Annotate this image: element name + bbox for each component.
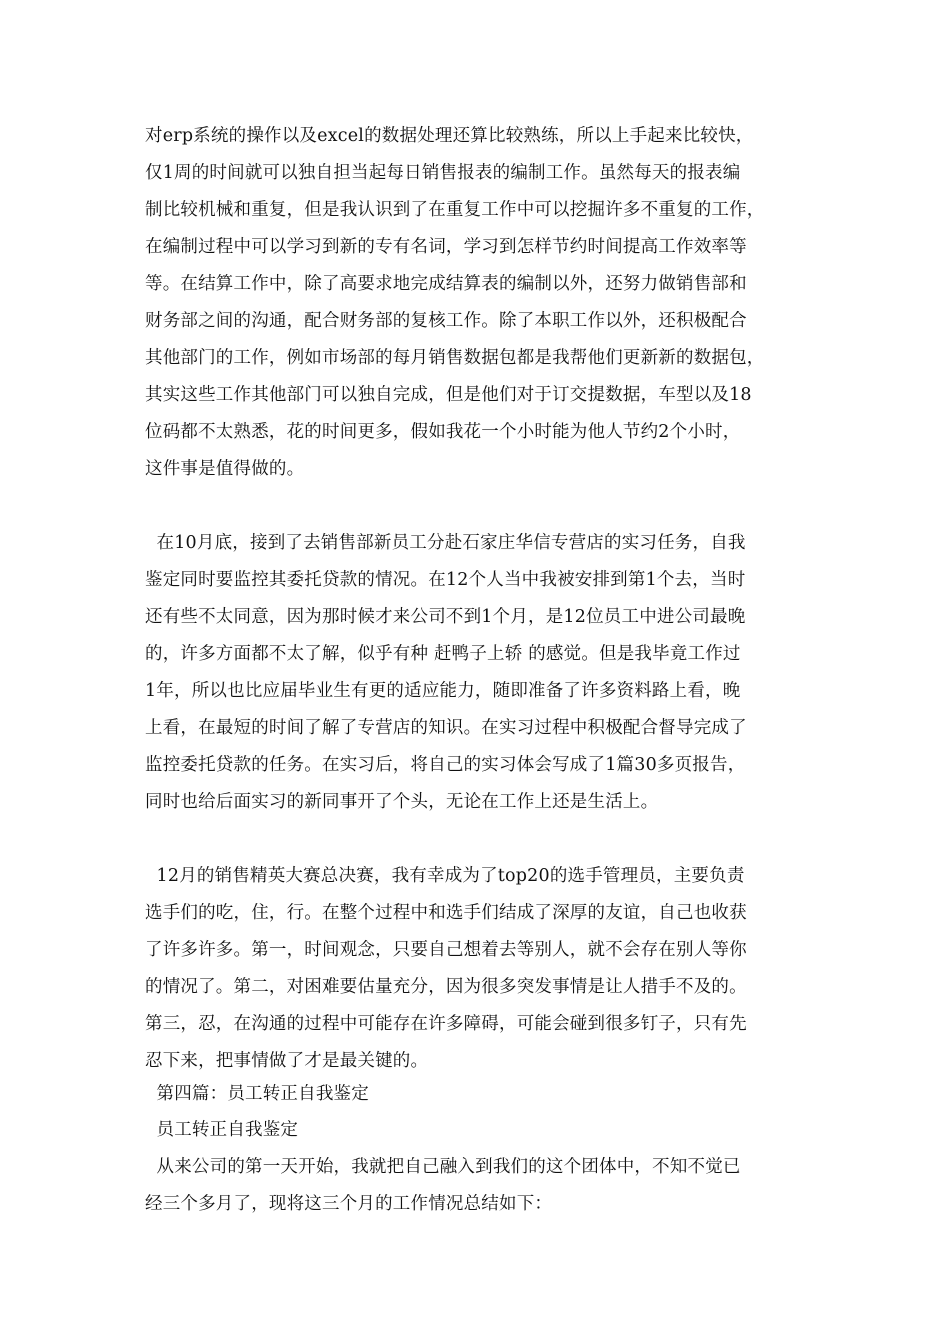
section-heading: 第四篇：员工转正自我鉴定 (145, 1084, 369, 1104)
paragraph-1-line-7: 其他部门的工作，例如市场部的每月销售数据包都是我帮他们更新新的数据包， (145, 348, 765, 368)
paragraph-1-line-2: 仅1周的时间就可以独自担当起每日销售报表的编制工作。虽然每天的报表编 (145, 163, 741, 183)
subsection-heading: 员工转正自我鉴定 (145, 1120, 299, 1140)
paragraph-4-line-1: 从来公司的第一天开始，我就把自己融入到我们的这个团体中，不知不觉已 (145, 1157, 741, 1177)
paragraph-1-line-10: 这件事是值得做的。 (145, 459, 305, 479)
paragraph-2-line-6: 上看，在最短的时间了解了专营店的知识。在实习过程中积极配合督导完成了 (145, 718, 747, 738)
paragraph-2-line-8: 同时也给后面实习的新同事开了个头，无论在工作上还是生活上。 (145, 792, 659, 812)
paragraph-2-line-5: 1年，所以也比应届毕业生有更的适应能力，随即准备了许多资料路上看，晚 (145, 681, 741, 701)
paragraph-3-line-5: 第三，忍，在沟通的过程中可能存在许多障碍，可能会碰到很多钉子，只有先 (145, 1014, 747, 1034)
paragraph-2-line-4: 的，许多方面都不太了解，似乎有种 赶鸭子上轿 的感觉。但是我毕竟工作过 (145, 644, 741, 664)
paragraph-1-line-9: 位码都不太熟悉，花的时间更多，假如我花一个小时能为他人节约2个小时， (145, 422, 741, 442)
paragraph-2-line-1: 在10月底，接到了去销售部新员工分赴石家庄华信专营店的实习任务，自我 (145, 533, 746, 553)
paragraph-1-line-8: 其实这些工作其他部门可以独自完成，但是他们对于订交提数据，车型以及18 (145, 385, 752, 405)
paragraph-3-line-4: 的情况了。第二，对困难要估量充分，因为很多突发事情是让人措手不及的。 (145, 977, 747, 997)
paragraph-3-line-3: 了许多许多。第一，时间观念，只要自己想着去等别人，就不会存在别人等你 (145, 940, 747, 960)
paragraph-3-line-1: 12月的销售精英大赛总决赛，我有幸成为了top20的选手管理员，主要负责 (145, 866, 745, 886)
paragraph-1-line-1: 对erp系统的操作以及excel的数据处理还算比较熟练，所以上手起来比较快， (145, 126, 754, 146)
paragraph-3-line-6: 忍下来，把事情做了才是最关键的。 (145, 1051, 429, 1071)
paragraph-1-line-4: 在编制过程中可以学习到新的专有名词，学习到怎样节约时间提高工作效率等 (145, 237, 747, 257)
paragraph-2-line-7: 监控委托贷款的任务。在实习后，将自己的实习体会写成了1篇30多页报告， (145, 755, 746, 775)
paragraph-1-line-6: 财务部之间的沟通，配合财务部的复核工作。除了本职工作以外，还积极配合 (145, 311, 747, 331)
paragraph-4-line-2: 经三个多月了，现将这三个月的工作情况总结如下： (145, 1194, 553, 1214)
paragraph-3-line-2: 选手们的吃，住，行。在整个过程中和选手们结成了深厚的友谊，自己也收获 (145, 903, 747, 923)
paragraph-1-line-5: 等。在结算工作中，除了高要求地完成结算表的编制以外，还努力做销售部和 (145, 274, 747, 294)
paragraph-2-line-2: 鉴定同时要监控其委托贷款的情况。在12个人当中我被安排到第1个去，当时 (145, 570, 746, 590)
paragraph-1-line-3: 制比较机械和重复，但是我认识到了在重复工作中可以挖掘许多不重复的工作， (145, 200, 765, 220)
paragraph-2-line-3: 还有些不太同意，因为那时候才来公司不到1个月，是12位员工中进公司最晚 (145, 607, 746, 627)
